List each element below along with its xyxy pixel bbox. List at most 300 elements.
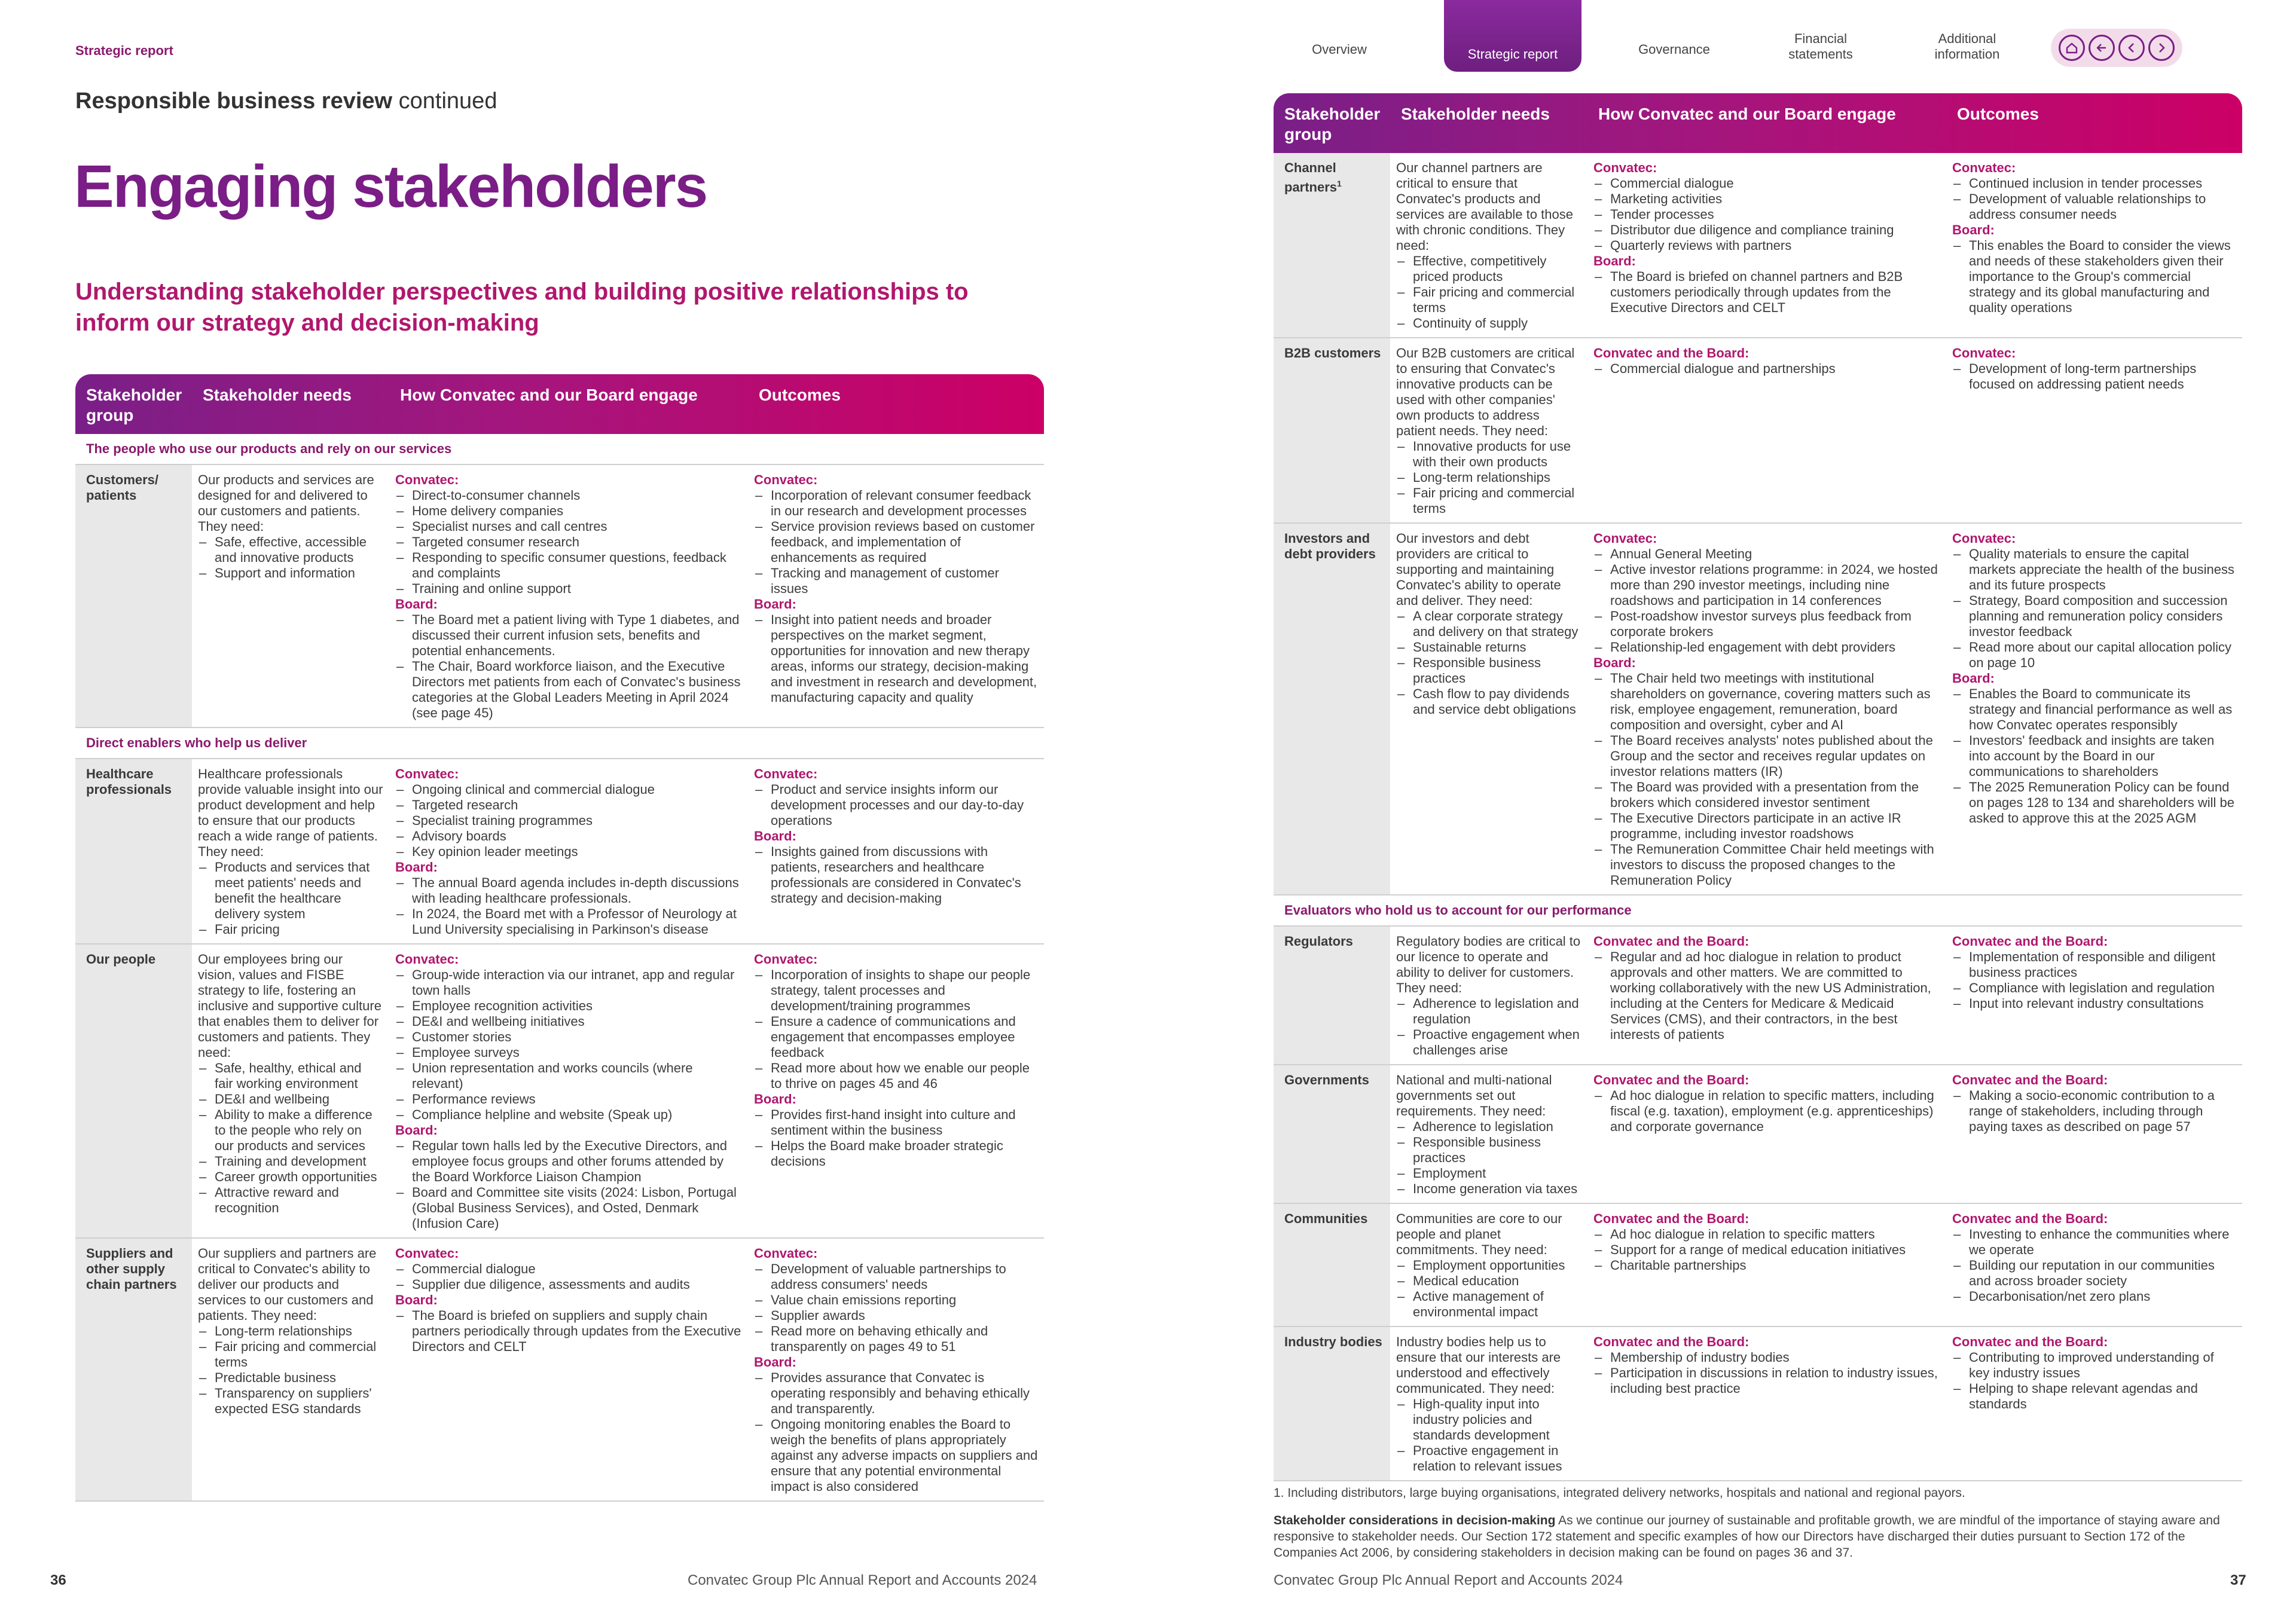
needs-list [198, 534, 383, 581]
outcomes-subheading: Convatec and the Board: [1952, 1072, 2108, 1087]
stakeholder-group-name: B2B customers [1284, 346, 1381, 360]
engage-subheading: Convatec: [395, 952, 459, 967]
engage-list [395, 1308, 742, 1355]
list-item: – The Board was provided with a presentation from the brokers which considered investor sentiment [1593, 780, 1940, 811]
stakeholder-needs-cell [192, 945, 389, 1237]
table-row [1274, 927, 2242, 1065]
outcomes-cell [1946, 927, 2242, 1064]
outcomes-list [754, 612, 1038, 705]
list-item: – Products and services that meet patients' needs and benefit the healthcare delivery system [198, 860, 383, 922]
list-item: – The Board met a patient living with Type 1 diabetes, and discussed their current infusion sets, benefits and potential enhancements. [395, 612, 742, 659]
list-item: – Distributor due diligence and compliance training [1593, 222, 1940, 238]
needs-intro: Regulatory bodies are critical to our licence to operate and ability to deliver for customers. They need: [1396, 934, 1581, 995]
table-row [75, 1239, 1044, 1502]
outcomes-subheading: Board: [754, 597, 796, 612]
engage-subheading: Board: [395, 1123, 438, 1138]
running-header: Responsible business review continued [75, 88, 497, 114]
tab-governance[interactable]: Governance [1638, 42, 1710, 57]
list-item: – Building our reputation in our communities and across broader society [1952, 1258, 2236, 1289]
list-item: – Long-term relationships [1396, 470, 1581, 485]
list-item: – Read more about our capital allocation policy on page 10 [1952, 640, 2236, 671]
stakeholder-group-name: Channel partners [1284, 160, 1338, 195]
list-item: – The Chair, Board workforce liaison, and the Executive Directors met patients from each of Convatec's business categories at the Global Leaders Meeting in April 2024 (see page 45) [395, 659, 742, 721]
list-item: – Charitable partnerships [1593, 1258, 1940, 1273]
table-row [1274, 338, 2242, 524]
list-item: – Tender processes [1593, 207, 1940, 222]
needs-list [1396, 1119, 1581, 1197]
home-icon[interactable] [2059, 35, 2085, 61]
outcomes-subheading: Board: [754, 1092, 796, 1107]
engage-subheading: Convatec: [1593, 531, 1657, 546]
stakeholder-group-name: Suppliers and other supply chain partners [86, 1246, 177, 1292]
list-item: – Development of long-term partnerships focused on addressing patient needs [1952, 361, 2236, 392]
stakeholder-group-cell [75, 465, 192, 727]
outcomes-subheading: Convatec: [1952, 346, 2016, 360]
engage-subheading: Convatec and the Board: [1593, 934, 1750, 949]
list-item: – This enables the Board to consider the views and needs of these stakeholders given their importance to the Group's commercial strategy and its global manufacturing and quality operations [1952, 238, 2236, 316]
list-item: – Performance reviews [395, 1092, 742, 1107]
engage-list [395, 1261, 742, 1292]
needs-intro: Healthcare professionals provide valuable insight into our product development and help to ensure that our products reach a wide range of patients. They need: [198, 766, 383, 859]
outcomes-cell [748, 1239, 1044, 1500]
header-needs: Stakeholder needs [1401, 105, 1550, 123]
stakeholder-needs-cell [192, 1239, 389, 1500]
list-item: – Active management of environmental impact [1396, 1289, 1581, 1320]
list-item: – Ongoing monitoring enables the Board to weigh the benefits of plans appropriately against any adverse impacts on suppliers and ensure that any potential environmental impact is also considered [754, 1417, 1038, 1494]
outcomes-list [754, 844, 1038, 906]
outcomes-list [1952, 238, 2236, 316]
list-item: – DE&I and wellbeing initiatives [395, 1014, 742, 1029]
list-item: – Compliance helpline and website (Speak up) [395, 1107, 742, 1123]
list-item: – Active investor relations programme: in 2024, we hosted more than 290 investor meetings, including nine roadshows and participation in 14 conferences [1593, 562, 1940, 609]
outcomes-list [1952, 546, 2236, 671]
outcomes-cell [1946, 338, 2242, 522]
list-item: – Decarbonisation/net zero plans [1952, 1289, 2236, 1304]
engage-subheading: Board: [395, 1292, 438, 1307]
list-item: – Product and service insights inform our development processes and our day-to-day operations [754, 782, 1038, 829]
needs-intro: Communities are core to our people and planet commitments. They need: [1396, 1211, 1562, 1257]
table-row [75, 945, 1044, 1239]
list-item: – Income generation via taxes [1396, 1181, 1581, 1197]
list-item: – Tracking and management of customer issues [754, 566, 1038, 597]
list-item: – The Chair held two meetings with institutional shareholders on governance, covering matters such as risk, employee engagement, remuneration, board composition and oversight, cyber and AI [1593, 671, 1940, 733]
outcomes-cell [1946, 153, 2242, 337]
list-item: – Continuity of supply [1396, 316, 1581, 331]
needs-list [1396, 439, 1581, 516]
needs-list [1396, 253, 1581, 331]
list-item: – Attractive reward and recognition [198, 1185, 383, 1216]
needs-intro: National and multi-national governments set out requirements. They need: [1396, 1072, 1552, 1118]
outcomes-list [754, 1261, 1038, 1355]
list-item: – Regular town halls led by the Executive Directors, and employee focus groups and other forums attended by the Board Workforce Liaison Champion [395, 1138, 742, 1185]
table-footnote: 1. Including distributors, large buying organisations, integrated delivery networks, hospitals and national and regional payors. [1274, 1486, 1965, 1500]
list-item: – Helps the Board make broader strategic decisions [754, 1138, 1038, 1169]
stakeholder-group-cell [1274, 153, 1390, 337]
outcomes-list [1952, 949, 2236, 1011]
list-item: – Long-term relationships [198, 1324, 383, 1339]
engage-subheading: Convatec and the Board: [1593, 1334, 1750, 1349]
stakeholder-needs-cell [1390, 153, 1587, 337]
list-item: – Supplier due diligence, assessments and audits [395, 1277, 742, 1292]
outcomes-subheading: Convatec and the Board: [1952, 1211, 2108, 1226]
outcomes-subheading: Convatec: [1952, 531, 2016, 546]
list-item: – In 2024, the Board met with a Professor of Neurology at Lund University specialising in Parkinson's disease [395, 906, 742, 937]
list-item: – Responsible business practices [1396, 1135, 1581, 1166]
list-item: – Continued inclusion in tender processes [1952, 176, 2236, 191]
outcomes-list [754, 1107, 1038, 1169]
engage-list [1593, 949, 1940, 1043]
needs-intro: Our products and services are designed for and delivered to our customers and patients. They need: [198, 472, 374, 534]
engage-list [395, 875, 742, 937]
list-item: – High-quality input into industry policies and standards development [1396, 1396, 1581, 1443]
list-item: – Employee surveys [395, 1045, 742, 1060]
list-item: – Commercial dialogue [395, 1261, 742, 1277]
list-item: – Training and development [198, 1154, 383, 1169]
stakeholder-group-name: Regulators [1284, 934, 1353, 949]
list-item: – Fair pricing and commercial terms [1396, 485, 1581, 516]
engage-cell [389, 945, 748, 1237]
engage-list [1593, 361, 1940, 377]
list-item: – The Board is briefed on channel partners and B2B customers periodically through updates from the Executive Directors and CELT [1593, 269, 1940, 316]
list-item: – Employment [1396, 1166, 1581, 1181]
header-engage: How Convatec and our Board engage [400, 386, 698, 404]
list-item: – The Remuneration Committee Chair held meetings with investors to discuss the proposed changes to the Remuneration Policy [1593, 842, 1940, 888]
engage-subheading: Board: [395, 860, 438, 875]
engage-list [395, 488, 742, 597]
list-item: – Responding to specific consumer questions, feedback and complaints [395, 550, 742, 581]
stakeholder-table-right [1274, 93, 2242, 1481]
list-item: – Insight into patient needs and broader perspectives on the market segment, opportunities for innovation and new therapy areas, informs our strategy, decision-making and investment in research and development, manufacturing capacity and quality [754, 612, 1038, 705]
list-item: – Provides assurance that Convatec is operating responsibly and behaving ethically and transparently. [754, 1370, 1038, 1417]
list-item: – Training and online support [395, 581, 742, 597]
outcomes-subheading: Convatec: [1952, 160, 2016, 175]
list-item: – Ad hoc dialogue in relation to specific matters, including fiscal (e.g. taxation), employment (e.g. apprenticeships) and corporate governance [1593, 1088, 1940, 1135]
engage-subheading: Convatec: [1593, 160, 1657, 175]
list-item: – Ability to make a difference to the people who rely on our products and services [198, 1107, 383, 1154]
list-item: – Supplier awards [754, 1308, 1038, 1324]
stakeholder-group-cell [75, 759, 192, 943]
needs-list [1396, 1258, 1581, 1320]
list-item: – Insights gained from discussions with patients, researchers and healthcare professionals are considered in Convatec's strategy and decision-making [754, 844, 1038, 906]
outcomes-cell [1946, 1204, 2242, 1326]
section-label: Strategic report [75, 43, 173, 58]
outcomes-subheading: Convatec: [754, 766, 818, 781]
outcomes-list [754, 1370, 1038, 1494]
list-item: – Investing to enhance the communities where we operate [1952, 1227, 2236, 1258]
list-item: – Fair pricing and commercial terms [198, 1339, 383, 1370]
outcomes-cell [1946, 524, 2242, 894]
list-item: – Key opinion leader meetings [395, 844, 742, 860]
list-item: – Quarterly reviews with partners [1593, 238, 1940, 253]
list-item: – The Executive Directors participate in an active IR programme, including investor roadshows [1593, 811, 1940, 842]
engage-cell [1587, 1065, 1946, 1203]
group-heading: The people who use our products and rely on our services [75, 434, 1044, 465]
page-title: Engaging stakeholders [74, 153, 707, 220]
back-icon[interactable] [2089, 35, 2115, 61]
engage-subheading: Convatec: [395, 472, 459, 487]
engage-cell [1587, 927, 1946, 1064]
table-row [1274, 1327, 2242, 1481]
stakeholder-group-cell [75, 1239, 192, 1500]
outcomes-subheading: Board: [1952, 671, 1995, 686]
list-item: – Development of valuable relationships to address consumer needs [1952, 191, 2236, 222]
needs-list [1396, 1396, 1581, 1474]
needs-list [1396, 996, 1581, 1058]
page-subtitle: Understanding stakeholder perspectives and building positive relationships to inform our strategy and decision-making [75, 279, 969, 336]
stakeholder-group-cell [1274, 524, 1390, 894]
engage-subheading: Board: [1593, 655, 1636, 670]
right-page [1148, 0, 2296, 1623]
list-item: – Input into relevant industry consultations [1952, 996, 2236, 1011]
engage-list [1593, 176, 1940, 253]
header-engage: How Convatec and our Board engage [1598, 105, 1896, 123]
engage-subheading: Convatec and the Board: [1593, 1211, 1750, 1226]
stakeholder-needs-cell [1390, 1065, 1587, 1203]
list-item: – Marketing activities [1593, 191, 1940, 207]
list-item: – Incorporation of insights to shape our people strategy, talent processes and development/training programmes [754, 967, 1038, 1014]
list-item: – Support and information [198, 566, 383, 581]
list-item: – Relationship-led engagement with debt providers [1593, 640, 1940, 655]
outcomes-subheading: Board: [754, 1355, 796, 1370]
list-item: – Ad hoc dialogue in relation to specific matters [1593, 1227, 1940, 1242]
list-item: – Employment opportunities [1396, 1258, 1581, 1273]
table-row [75, 759, 1044, 945]
list-item: – Incorporation of relevant consumer feedback in our research and development processes [754, 488, 1038, 519]
outcomes-cell [748, 759, 1044, 943]
top-navigation [1148, 0, 2296, 75]
engage-subheading: Convatec and the Board: [1593, 346, 1750, 360]
needs-intro: Our B2B customers are critical to ensuring that Convatec's innovative products can be used with other companies' own products to address patient needs. They need: [1396, 346, 1575, 438]
list-item: – Direct-to-consumer channels [395, 488, 742, 503]
outcomes-subheading: Convatec and the Board: [1952, 1334, 2108, 1349]
stakeholder-needs-cell [192, 465, 389, 727]
engage-subheading: Board: [395, 597, 438, 612]
tab-additional-information[interactable]: Additional information [1934, 31, 2000, 62]
list-item: – Responsible business practices [1396, 655, 1581, 686]
list-item: – Helping to shape relevant agendas and standards [1952, 1381, 2236, 1412]
list-item: – Effective, competitively priced products [1396, 253, 1581, 285]
group-heading: Evaluators who hold us to account for our performance [1274, 895, 2242, 927]
outcomes-subheading: Board: [1952, 222, 1995, 237]
table-row [1274, 1065, 2242, 1204]
list-item: – The 2025 Remuneration Policy can be found on pages 128 to 134 and shareholders will be asked to approve this at the 2025 AGM [1952, 780, 2236, 826]
engage-list [1593, 546, 1940, 655]
list-item: – Employee recognition activities [395, 998, 742, 1014]
list-item: – Enables the Board to communicate its strategy and financial performance as well as how Convatec operates responsibly [1952, 686, 2236, 733]
page-number: 36 [50, 1572, 66, 1588]
header-group: Stakeholder group [86, 386, 182, 424]
outcomes-cell [1946, 1327, 2242, 1480]
engage-list [1593, 269, 1940, 316]
outcomes-subheading: Board: [754, 829, 796, 843]
engage-cell [1587, 338, 1946, 522]
list-item: – Safe, healthy, ethical and fair working environment [198, 1060, 383, 1092]
needs-list [1396, 609, 1581, 717]
stakeholder-group-name: Investors and debt providers [1284, 531, 1376, 561]
needs-intro: Our channel partners are critical to ensure that Convatec's products and services are available to those with chronic conditions. They need: [1396, 160, 1573, 253]
header-outcomes: Outcomes [759, 386, 841, 404]
list-item: – Participation in discussions in relation to industry issues, including best practice [1593, 1365, 1940, 1396]
list-item: – Adherence to legislation and regulation [1396, 996, 1581, 1027]
list-item: – A clear corporate strategy and delivery on that strategy [1396, 609, 1581, 640]
list-item: – Support for a range of medical education initiatives [1593, 1242, 1940, 1258]
outcomes-subheading: Convatec and the Board: [1952, 934, 2108, 949]
list-item: – Customer stories [395, 1029, 742, 1045]
needs-intro: Industry bodies help us to ensure that our interests are understood and effectively communicated. They need: [1396, 1334, 1561, 1396]
list-item: – Strategy, Board composition and succession planning and remuneration policy considers investor feedback [1952, 593, 2236, 640]
list-item: – Membership of industry bodies [1593, 1350, 1940, 1365]
outcomes-list [1952, 1088, 2236, 1135]
outcomes-subheading: Convatec: [754, 472, 818, 487]
table-header [1274, 93, 2242, 153]
table-header [75, 374, 1044, 434]
engage-subheading: Convatec: [395, 1246, 459, 1261]
stakeholder-group-name: Customers/ patients [86, 472, 159, 503]
engage-cell [389, 465, 748, 727]
stakeholder-group-name: Healthcare professionals [86, 766, 172, 797]
list-item: – Fair pricing and commercial terms [1396, 285, 1581, 316]
tab-strategic-report[interactable]: Strategic report [1444, 0, 1581, 72]
list-item: – Read more on behaving ethically and transparently on pages 49 to 51 [754, 1324, 1038, 1355]
header-needs: Stakeholder needs [203, 386, 352, 404]
list-item: – Investors' feedback and insights are taken into account by the Board in our communications to shareholders [1952, 733, 2236, 780]
engage-list [395, 782, 742, 860]
footnote-marker: 1 [1337, 179, 1342, 188]
outcomes-list [754, 488, 1038, 597]
stakeholder-table-left [75, 374, 1044, 1502]
list-item: – Transparency on suppliers' expected ESG standards [198, 1386, 383, 1417]
list-item: – Advisory boards [395, 829, 742, 844]
list-item: – Predictable business [198, 1370, 383, 1386]
outcomes-cell [1946, 1065, 2242, 1203]
page-number: 37 [2230, 1572, 2246, 1588]
footer-text: Convatec Group Plc Annual Report and Accounts 2024 [1274, 1572, 1623, 1588]
engage-cell [389, 1239, 748, 1500]
engage-cell [1587, 524, 1946, 894]
group-heading: Direct enablers who help us deliver [75, 728, 1044, 759]
stakeholder-group-name: Industry bodies [1284, 1334, 1382, 1349]
engage-list [1593, 1088, 1940, 1135]
engage-list [395, 967, 742, 1123]
outcomes-subheading: Convatec: [754, 1246, 818, 1261]
list-item: – Annual General Meeting [1593, 546, 1940, 562]
list-item: – Ongoing clinical and commercial dialogue [395, 782, 742, 797]
list-item: – Union representation and works councils (where relevant) [395, 1060, 742, 1092]
stakeholder-needs-cell [1390, 927, 1587, 1064]
stakeholder-group-cell [1274, 1204, 1390, 1326]
needs-list [198, 1324, 383, 1417]
list-item: – Commercial dialogue and partnerships [1593, 361, 1940, 377]
engage-list [395, 1138, 742, 1231]
list-item: – Service provision reviews based on customer feedback, and implementation of enhancements as required [754, 519, 1038, 566]
list-item: – Specialist training programmes [395, 813, 742, 829]
engage-subheading: Convatec and the Board: [1593, 1072, 1750, 1087]
list-item: – Implementation of responsible and diligent business practices [1952, 949, 2236, 980]
stakeholder-group-cell [1274, 1065, 1390, 1203]
list-item: – Post-roadshow investor surveys plus feedback from corporate brokers [1593, 609, 1940, 640]
table-row [1274, 1204, 2242, 1327]
list-item: – Read more about how we enable our people to thrive on pages 45 and 46 [754, 1060, 1038, 1092]
outcomes-list [1952, 686, 2236, 826]
stakeholder-needs-cell [1390, 338, 1587, 522]
list-item: – The Board is briefed on suppliers and supply chain partners periodically through updates from the Executive Directors and CELT [395, 1308, 742, 1355]
tab-financial-statements[interactable]: Financial statements [1788, 31, 1853, 62]
stakeholder-needs-cell [192, 759, 389, 943]
list-item: – Contributing to improved understanding of key industry issues [1952, 1350, 2236, 1381]
list-item: – Group-wide interaction via our intranet, app and regular town halls [395, 967, 742, 998]
list-item: – Safe, effective, accessible and innovative products [198, 534, 383, 566]
list-item: – Ensure a cadence of communications and engagement that encompasses employee feedback [754, 1014, 1038, 1060]
needs-intro: Our suppliers and partners are critical to Convatec's ability to deliver our products and services to our customers and patients. They need: [198, 1246, 377, 1323]
stakeholder-needs-cell [1390, 1327, 1587, 1480]
engage-list [1593, 671, 1940, 888]
list-item: – Regular and ad hoc dialogue in relation to product approvals and other matters. We are committed to working collaboratively with the new US Administration, including at the Centers for Medicare & Medicaid Services (CMS), and their contractors, in the best interests of patients [1593, 949, 1940, 1043]
list-item: – Targeted consumer research [395, 534, 742, 550]
list-item: – Medical education [1396, 1273, 1581, 1289]
engage-cell [1587, 1327, 1946, 1480]
engage-list [395, 612, 742, 721]
list-item: – Specialist nurses and call centres [395, 519, 742, 534]
list-item: – Compliance with legislation and regulation [1952, 980, 2236, 996]
list-item: – Board and Committee site visits (2024: Lisbon, Portugal (Global Business Services), and Osted, Denmark (Infusion Care) [395, 1185, 742, 1231]
list-item: – Targeted research [395, 797, 742, 813]
list-item: – Value chain emissions reporting [754, 1292, 1038, 1308]
tab-overview[interactable]: Overview [1312, 42, 1367, 57]
stakeholder-needs-cell [1390, 1204, 1587, 1326]
outcomes-list [754, 782, 1038, 829]
prev-icon[interactable] [2118, 35, 2145, 61]
list-item: – The Board receives analysts' notes published about the Group and the sector and receives regular updates on investor relations matters (IR) [1593, 733, 1940, 780]
nav-icon-group [2051, 29, 2182, 67]
engage-cell [389, 759, 748, 943]
list-item: – Fair pricing [198, 922, 383, 937]
engage-list [1593, 1227, 1940, 1273]
stakeholder-group-name: Our people [86, 952, 156, 967]
header-outcomes: Outcomes [1957, 105, 2039, 123]
header-group: Stakeholder group [1284, 105, 1381, 143]
list-item: – Adherence to legislation [1396, 1119, 1581, 1135]
outcomes-list [1952, 176, 2236, 222]
needs-list [198, 1060, 383, 1216]
list-item: – Making a socio-economic contribution to a range of stakeholders, including through paying taxes as described on page 57 [1952, 1088, 2236, 1135]
list-item: – Quality materials to ensure the capital markets appreciate the health of the business and its future prospects [1952, 546, 2236, 593]
next-icon[interactable] [2148, 35, 2175, 61]
table-row [75, 465, 1044, 728]
list-item: – Career growth opportunities [198, 1169, 383, 1185]
outcomes-subheading: Convatec: [754, 952, 818, 967]
list-item: – Sustainable returns [1396, 640, 1581, 655]
outcomes-list [1952, 1350, 2236, 1412]
stakeholder-group-cell [1274, 927, 1390, 1064]
outcomes-list [754, 967, 1038, 1092]
engage-list [1593, 1350, 1940, 1396]
list-item: – DE&I and wellbeing [198, 1092, 383, 1107]
list-item: – Proactive engagement in relation to relevant issues [1396, 1443, 1581, 1474]
list-item: – Home delivery companies [395, 503, 742, 519]
engage-cell [1587, 153, 1946, 337]
table-row [1274, 524, 2242, 895]
needs-list [198, 860, 383, 937]
table-row [1274, 153, 2242, 338]
outcomes-cell [748, 945, 1044, 1237]
stakeholder-needs-cell [1390, 524, 1587, 894]
engage-subheading: Board: [1593, 253, 1636, 268]
list-item: – The annual Board agenda includes in-depth discussions with leading healthcare professionals. [395, 875, 742, 906]
list-item: – Development of valuable partnerships to address consumers' needs [754, 1261, 1038, 1292]
list-item: – Proactive engagement when challenges arise [1396, 1027, 1581, 1058]
outcomes-list [1952, 1227, 2236, 1304]
stakeholder-group-cell [1274, 1327, 1390, 1480]
